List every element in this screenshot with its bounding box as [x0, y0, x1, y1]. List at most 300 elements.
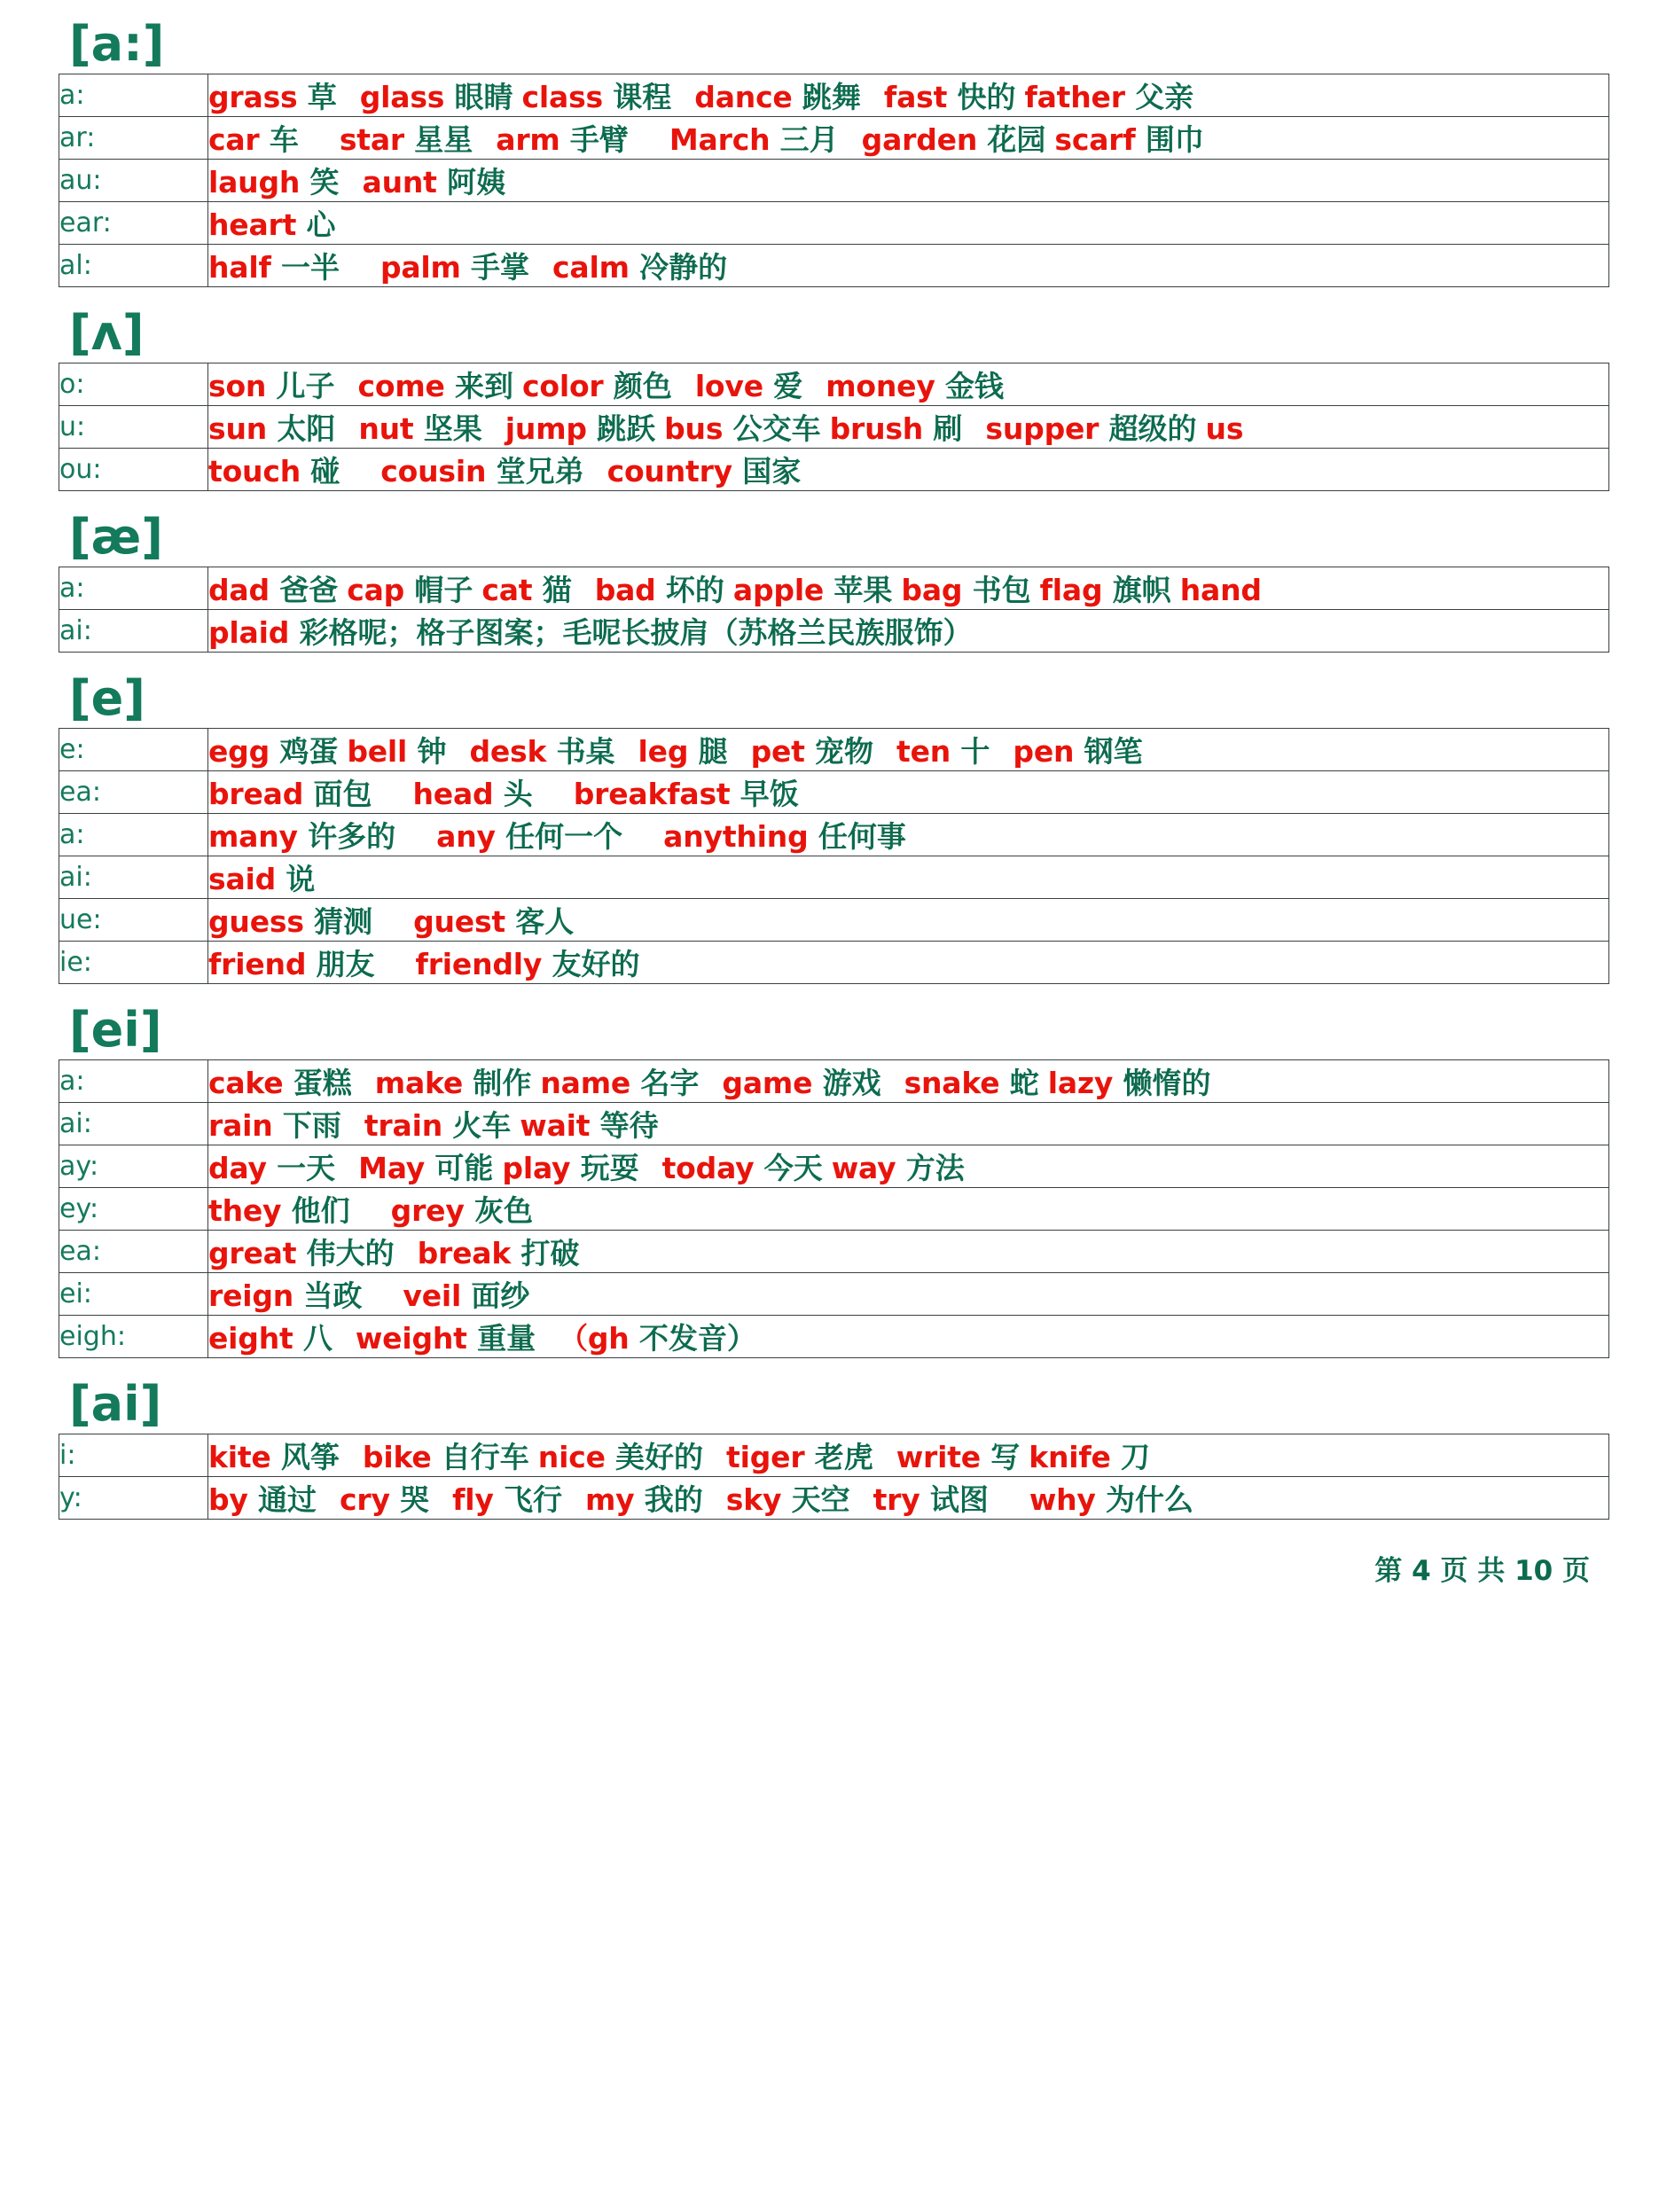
- english-word: star: [339, 122, 404, 158]
- chinese-gloss: 通过: [258, 1482, 317, 1518]
- entry-spacer: [513, 81, 522, 114]
- word-gloss-spacer: [781, 1482, 791, 1517]
- english-word: father: [1024, 80, 1125, 115]
- entry-spacer: [473, 123, 496, 157]
- word-gloss-spacer: [270, 573, 279, 607]
- entry-spacer: [989, 1483, 1029, 1517]
- chinese-gloss: 当政: [303, 1278, 363, 1314]
- chinese-gloss: 快的: [957, 80, 1016, 115]
- word-entry-list: [208, 406, 1609, 449]
- chinese-gloss: 试图: [929, 1482, 989, 1518]
- english-word: many: [208, 819, 298, 855]
- chinese-gloss: 方法: [905, 1151, 965, 1186]
- word-gloss-spacer: [444, 80, 454, 114]
- chinese-gloss: 彩格呢；格子图案；毛呢长披肩（苏格兰民族服饰）: [299, 615, 973, 651]
- entry-spacer: [395, 1237, 418, 1270]
- entry-spacer: [881, 1067, 904, 1100]
- table-row: [59, 74, 1609, 117]
- english-word: reign: [208, 1278, 294, 1314]
- spelling-pattern-label: ou:: [59, 449, 208, 491]
- entry-spacer: [802, 370, 826, 403]
- table-row: [59, 771, 1609, 814]
- english-word: March: [669, 122, 771, 158]
- word-table: [59, 567, 1609, 653]
- english-word: bag: [901, 573, 963, 608]
- entry-spacer: [892, 574, 901, 607]
- english-word: touch: [208, 454, 301, 489]
- entry-spacer: [531, 1067, 540, 1100]
- word-gloss-spacer: [754, 1151, 763, 1185]
- word-gloss-spacer: [486, 454, 496, 489]
- english-word: son: [208, 369, 267, 404]
- english-word: pet: [750, 734, 805, 770]
- english-word: tiger: [726, 1440, 805, 1475]
- entry-spacer: [728, 735, 751, 769]
- word-entry-list: [208, 1103, 1609, 1145]
- english-word: train: [364, 1108, 442, 1144]
- chinese-gloss: 碰: [310, 454, 340, 489]
- chinese-gloss: 一天: [277, 1151, 336, 1186]
- word-gloss-spacer: [306, 947, 316, 981]
- word-gloss-spacer: [404, 122, 414, 157]
- table-row: [59, 1231, 1609, 1273]
- english-word: cry: [340, 1482, 390, 1518]
- chinese-gloss: 猜测: [314, 904, 373, 940]
- table-row: [59, 1188, 1609, 1231]
- english-word: knife: [1029, 1440, 1111, 1475]
- chinese-gloss: 友好的: [552, 947, 640, 982]
- chinese-gloss: 书桌: [556, 734, 615, 770]
- chinese-gloss: 蛇: [1009, 1066, 1039, 1101]
- chinese-gloss: 帽子: [414, 573, 473, 608]
- entry-spacer: [655, 412, 664, 446]
- word-gloss-spacer: [270, 734, 279, 769]
- english-word: fly: [452, 1482, 494, 1518]
- english-word: （gh: [559, 1321, 630, 1356]
- section-heading-ipa: [e]: [69, 670, 145, 727]
- english-word: sky: [725, 1482, 782, 1518]
- chinese-gloss: 制作: [473, 1066, 532, 1101]
- word-entry-list: [208, 74, 1609, 117]
- word-entry-list: [208, 245, 1609, 287]
- entry-spacer: [493, 1152, 502, 1185]
- chinese-gloss: 坏的: [665, 573, 724, 608]
- chinese-gloss: 玩耍: [580, 1151, 639, 1186]
- chinese-gloss: 跳舞: [802, 80, 861, 115]
- entry-spacer: [335, 1152, 358, 1185]
- word-gloss-spacer: [465, 1193, 474, 1228]
- english-word: veil: [403, 1278, 462, 1314]
- word-gloss-spacer: [1099, 411, 1108, 446]
- english-word: car: [208, 122, 260, 158]
- chinese-gloss: 父亲: [1135, 80, 1194, 115]
- entry-spacer: [622, 820, 663, 854]
- chinese-gloss: 灰色: [473, 1193, 533, 1229]
- word-gloss-spacer: [923, 411, 933, 446]
- chinese-gloss: 朋友: [316, 947, 375, 982]
- english-word: apple: [732, 573, 825, 608]
- word-gloss-spacer: [283, 1066, 293, 1100]
- chinese-gloss: 堂兄弟: [496, 454, 584, 489]
- word-entry-list: [208, 1434, 1609, 1477]
- word-gloss-spacer: [425, 1151, 434, 1185]
- spelling-pattern-label: ai:: [59, 1103, 208, 1145]
- spelling-pattern-label: a:: [59, 814, 208, 856]
- phonetic-section: [59, 1367, 1624, 1520]
- entry-spacer: [672, 370, 695, 403]
- table-row: [59, 245, 1609, 287]
- english-word: eight: [208, 1321, 293, 1356]
- english-word: by: [208, 1482, 248, 1518]
- word-gloss-spacer: [298, 819, 308, 854]
- chinese-gloss: 花园: [987, 122, 1046, 158]
- english-word: guest: [413, 904, 505, 940]
- spelling-pattern-label: ea:: [59, 1231, 208, 1273]
- word-gloss-spacer: [560, 122, 570, 157]
- word-entry-list: [208, 1316, 1609, 1358]
- word-gloss-spacer: [463, 1066, 473, 1100]
- word-gloss-spacer: [1113, 1066, 1123, 1100]
- chinese-gloss: 猫: [542, 573, 572, 608]
- english-word: why: [1029, 1482, 1096, 1518]
- table-row: [59, 1273, 1609, 1316]
- chinese-gloss: 笑: [309, 165, 340, 200]
- word-entry-list: [208, 729, 1609, 771]
- english-word: jump: [505, 411, 587, 447]
- english-word: write: [896, 1440, 981, 1475]
- word-gloss-spacer: [542, 947, 552, 981]
- phonetic-section: [59, 16, 1624, 287]
- english-word: garden: [861, 122, 978, 158]
- spelling-pattern-label: ear:: [59, 202, 208, 245]
- entry-spacer: [1015, 81, 1024, 114]
- english-word: half: [208, 250, 271, 285]
- table-row: [59, 202, 1609, 245]
- chinese-gloss: 许多的: [308, 819, 396, 855]
- entry-spacer: [341, 1109, 364, 1143]
- english-word: lazy: [1047, 1066, 1114, 1101]
- phonetic-section: [59, 296, 1624, 491]
- chinese-gloss: 风筝: [280, 1440, 340, 1475]
- word-gloss-spacer: [1096, 1482, 1106, 1517]
- chinese-gloss: 三月: [779, 122, 839, 158]
- table-row: [59, 160, 1609, 202]
- word-gloss-spacer: [730, 777, 740, 811]
- entry-spacer: [513, 370, 522, 403]
- english-word: love: [694, 369, 763, 404]
- section-heading-ipa: [ʌ]: [69, 305, 145, 362]
- entry-spacer: [529, 1441, 538, 1474]
- entry-spacer: [340, 455, 380, 489]
- word-gloss-spacer: [293, 1321, 303, 1356]
- word-gloss-spacer: [1125, 80, 1135, 114]
- english-word: bell: [347, 734, 408, 770]
- english-word: dance: [694, 80, 793, 115]
- english-word: nice: [537, 1440, 606, 1475]
- word-entry-list: [208, 117, 1609, 160]
- section-heading-ipa: [ai]: [69, 1376, 162, 1433]
- entry-spacer: [724, 574, 733, 607]
- chinese-gloss: 车: [269, 122, 299, 158]
- word-gloss-spacer: [532, 573, 542, 607]
- chinese-gloss: 金钱: [944, 369, 1004, 404]
- chinese-gloss: 心: [306, 207, 336, 243]
- word-gloss-spacer: [267, 1151, 277, 1185]
- spelling-pattern-label: u:: [59, 406, 208, 449]
- entry-spacer: [873, 1441, 896, 1474]
- english-word: sun: [208, 411, 268, 447]
- word-gloss-spacer: [805, 734, 815, 769]
- table-row: [59, 856, 1609, 899]
- chinese-gloss: 名字: [640, 1066, 700, 1101]
- entry-spacer: [584, 455, 607, 489]
- chinese-gloss: 可能: [434, 1151, 494, 1186]
- english-word: any: [436, 819, 496, 855]
- entry-spacer: [699, 1067, 722, 1100]
- table-row: [59, 610, 1609, 653]
- word-gloss-spacer: [414, 411, 424, 446]
- table-row: [59, 1477, 1609, 1520]
- english-word: game: [722, 1066, 813, 1101]
- english-word: desk: [469, 734, 547, 770]
- entry-spacer: [337, 81, 360, 114]
- word-gloss-spacer: [461, 1278, 471, 1313]
- entry-spacer: [350, 1194, 391, 1228]
- word-gloss-spacer: [407, 734, 417, 769]
- table-row: [59, 449, 1609, 491]
- table-row: [59, 1316, 1609, 1358]
- word-table: [59, 728, 1609, 984]
- english-word: guess: [208, 904, 304, 940]
- word-entry-list: [208, 942, 1609, 984]
- entry-spacer: [338, 574, 347, 607]
- spelling-pattern-label: o:: [59, 363, 208, 406]
- table-row: [59, 567, 1609, 610]
- word-entry-list: [208, 814, 1609, 856]
- word-gloss-spacer: [297, 80, 307, 114]
- chinese-gloss: 一半: [280, 250, 340, 285]
- word-gloss-spacer: [437, 165, 447, 199]
- word-gloss-spacer: [493, 777, 503, 811]
- entry-spacer: [562, 1483, 585, 1517]
- word-entry-list: [208, 1477, 1609, 1520]
- chinese-gloss: 打破: [520, 1236, 580, 1271]
- english-word: laugh: [208, 165, 301, 200]
- word-gloss-spacer: [1111, 1440, 1121, 1474]
- word-table: [59, 74, 1609, 287]
- entry-spacer: [671, 81, 694, 114]
- english-word: dad: [208, 573, 270, 608]
- word-gloss-spacer: [587, 411, 597, 446]
- word-gloss-spacer: [630, 250, 639, 285]
- entry-spacer: [629, 123, 669, 157]
- word-gloss-spacer: [276, 862, 286, 896]
- word-gloss-spacer: [248, 1482, 258, 1517]
- word-gloss-spacer: [271, 1440, 281, 1474]
- table-row: [59, 1103, 1609, 1145]
- english-word: scarf: [1054, 122, 1136, 158]
- word-gloss-spacer: [977, 122, 987, 157]
- word-gloss-spacer: [1136, 122, 1146, 157]
- entry-spacer: [1171, 574, 1180, 607]
- word-gloss-spacer: [546, 734, 556, 769]
- entry-spacer: [446, 735, 469, 769]
- word-entry-list: [208, 1231, 1609, 1273]
- word-gloss-spacer: [999, 1066, 1009, 1100]
- word-gloss-spacer: [763, 369, 773, 403]
- chinese-gloss: 写: [990, 1440, 1021, 1475]
- spelling-pattern-label: eigh:: [59, 1316, 208, 1358]
- word-entry-list: [208, 363, 1609, 406]
- chinese-gloss: 游戏: [822, 1066, 881, 1101]
- word-gloss-spacer: [511, 1236, 520, 1270]
- english-word: kite: [208, 1440, 271, 1475]
- english-word: cake: [208, 1066, 284, 1101]
- spelling-pattern-label: ei:: [59, 1273, 208, 1316]
- word-gloss-spacer: [289, 615, 299, 650]
- chinese-gloss: 课程: [613, 80, 672, 115]
- entry-spacer: [511, 1109, 520, 1143]
- english-word: my: [584, 1482, 635, 1518]
- word-gloss-spacer: [935, 369, 945, 403]
- entry-spacer: [962, 412, 985, 446]
- entry-spacer: [340, 251, 380, 285]
- entry-spacer: [536, 1322, 559, 1356]
- chinese-gloss: 面纱: [471, 1278, 530, 1314]
- spelling-pattern-label: ay:: [59, 1145, 208, 1188]
- chinese-gloss: 阿姨: [447, 165, 506, 200]
- english-word: wait: [520, 1108, 591, 1144]
- word-gloss-spacer: [630, 1321, 639, 1356]
- phonetic-section: [59, 661, 1624, 984]
- word-entry-list: [208, 899, 1609, 942]
- english-word: anything: [663, 819, 809, 855]
- word-entry-list: [208, 449, 1609, 491]
- entry-spacer: [873, 735, 896, 769]
- spelling-pattern-label: a:: [59, 74, 208, 117]
- entry-spacer: [335, 412, 358, 446]
- chinese-gloss: 星星: [414, 122, 473, 158]
- word-gloss-spacer: [271, 250, 281, 285]
- english-word: grass: [208, 80, 298, 115]
- english-word: nut: [358, 411, 414, 447]
- english-word: hand: [1179, 573, 1262, 608]
- table-row: [59, 363, 1609, 406]
- entry-spacer: [473, 574, 481, 607]
- word-entry-list: [208, 567, 1609, 610]
- chinese-gloss: 八: [302, 1321, 333, 1356]
- english-word: cap: [347, 573, 405, 608]
- chinese-gloss: 我的: [644, 1482, 703, 1518]
- chinese-gloss: 十: [960, 734, 990, 770]
- word-gloss-spacer: [962, 573, 972, 607]
- chinese-gloss: 头: [503, 777, 533, 812]
- english-word: snake: [904, 1066, 1000, 1101]
- entry-spacer: [703, 1483, 726, 1517]
- entry-spacer: [823, 1152, 832, 1185]
- word-gloss-spacer: [304, 904, 314, 939]
- word-gloss-spacer: [293, 1278, 303, 1313]
- spelling-pattern-label: ea:: [59, 771, 208, 814]
- chinese-gloss: 老虎: [814, 1440, 873, 1475]
- word-gloss-spacer: [1102, 573, 1112, 607]
- chinese-gloss: 爸爸: [279, 573, 339, 608]
- english-word: arm: [496, 122, 560, 158]
- word-gloss-spacer: [260, 122, 270, 157]
- word-gloss-spacer: [496, 819, 505, 854]
- entry-spacer: [1045, 123, 1054, 157]
- word-gloss-spacer: [604, 369, 614, 403]
- entry-spacer: [482, 412, 505, 446]
- chinese-gloss: 蛋糕: [293, 1066, 352, 1101]
- chinese-gloss: 刀: [1121, 1440, 1151, 1475]
- english-word: calm: [552, 250, 630, 285]
- entry-spacer: [1020, 1441, 1029, 1474]
- word-table: [59, 1059, 1609, 1358]
- english-word: way: [831, 1151, 896, 1186]
- entry-spacer: [335, 370, 358, 403]
- entry-spacer: [615, 735, 638, 769]
- word-gloss-spacer: [723, 411, 732, 446]
- chinese-gloss: 旗帜: [1112, 573, 1171, 608]
- english-word: class: [521, 80, 603, 115]
- english-word: us: [1205, 411, 1244, 447]
- table-row: [59, 899, 1609, 942]
- table-row: [59, 729, 1609, 771]
- word-gloss-spacer: [296, 207, 306, 242]
- word-gloss-spacer: [445, 369, 455, 403]
- spelling-pattern-label: ai:: [59, 610, 208, 653]
- table-row: [59, 117, 1609, 160]
- english-word: grey: [390, 1193, 465, 1229]
- english-word: glass: [359, 80, 445, 115]
- word-gloss-spacer: [267, 411, 277, 446]
- chinese-gloss: 围巾: [1145, 122, 1204, 158]
- entry-spacer: [529, 251, 552, 285]
- section-heading-ipa: [ei]: [69, 1002, 162, 1059]
- entry-spacer: [340, 1441, 363, 1474]
- english-word: name: [540, 1066, 631, 1101]
- chinese-gloss: 不发音）: [638, 1321, 756, 1356]
- entry-spacer: [850, 1483, 873, 1517]
- chinese-gloss: 坚果: [423, 411, 482, 447]
- word-gloss-spacer: [688, 734, 698, 769]
- spelling-pattern-label: a:: [59, 567, 208, 610]
- word-gloss-spacer: [981, 1440, 990, 1474]
- entry-spacer: [1039, 1067, 1048, 1100]
- word-gloss-spacer: [494, 1482, 504, 1517]
- word-entry-list: [208, 160, 1609, 202]
- chinese-gloss: 超级的: [1108, 411, 1197, 447]
- spelling-pattern-label: ar:: [59, 117, 208, 160]
- entry-spacer: [533, 778, 574, 811]
- english-word: brush: [829, 411, 924, 447]
- chinese-gloss: 刷: [933, 411, 963, 447]
- english-word: cousin: [380, 454, 487, 489]
- page-footer: 第 4 页 共 10 页: [1374, 1555, 1590, 1588]
- chinese-gloss: 面包: [313, 777, 372, 812]
- entry-spacer: [572, 574, 595, 607]
- word-entry-list: [208, 1145, 1609, 1188]
- spelling-pattern-label: ai:: [59, 856, 208, 899]
- chinese-gloss: 说: [286, 862, 316, 897]
- entry-spacer: [821, 412, 830, 446]
- entry-spacer: [395, 820, 436, 854]
- chinese-gloss: 美好的: [615, 1440, 704, 1475]
- word-entry-list: [208, 1060, 1609, 1103]
- word-gloss-spacer: [634, 1482, 644, 1517]
- word-gloss-spacer: [809, 819, 818, 854]
